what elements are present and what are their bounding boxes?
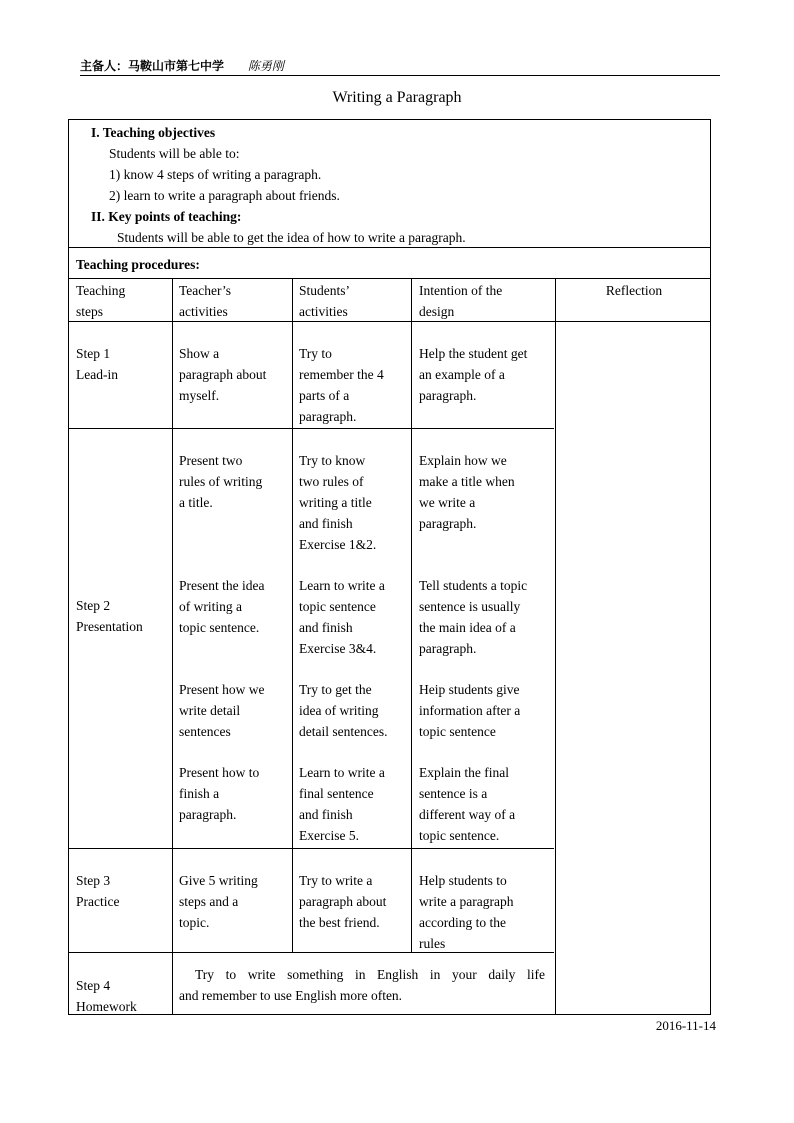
step2-block3-teacher: Present how we write detail sentences bbox=[179, 682, 265, 739]
step3-teacher: Give 5 writing steps and a topic. bbox=[179, 873, 258, 930]
step2-block2-teacher: Present the idea of writing a topic sentence. bbox=[179, 578, 265, 635]
step3-label: Step 3 Practice bbox=[76, 873, 120, 909]
col-header-reflection: Reflection bbox=[605, 283, 663, 298]
step4-label: Step 4 Homework bbox=[76, 978, 137, 1014]
step2-block1-intention: Explain how we make a title when we write a paragraph. bbox=[419, 453, 515, 531]
step2-block4-students: Learn to write a final sentence and finish Exercise 5. bbox=[299, 765, 385, 843]
step1-students: Try to remember the 4 parts of a paragraph. bbox=[299, 346, 384, 424]
rule-step1-end bbox=[69, 428, 554, 429]
step2-block2-students: Learn to write a topic sentence and finish Exercise 3&4. bbox=[299, 578, 385, 656]
key-points-heading: II. Key points of teaching: bbox=[91, 209, 242, 224]
col-divider-2 bbox=[292, 278, 293, 953]
col-header-students: Students’ activities bbox=[299, 283, 351, 319]
step1-label: Step 1 Lead-in bbox=[76, 346, 118, 382]
step3-intention: Help students to write a paragraph according to the rules bbox=[419, 873, 514, 951]
step2-block4-teacher: Present how to finish a paragraph. bbox=[179, 765, 260, 822]
document-title: Writing a Paragraph bbox=[332, 89, 462, 106]
step2-label: Step 2 Presentation bbox=[76, 598, 143, 634]
objectives-intro: Students will be able to: bbox=[109, 146, 240, 161]
step1-intention: Help the student get an example of a paragraph. bbox=[419, 346, 528, 403]
document-date: 2016-11-14 bbox=[655, 1018, 716, 1033]
col-divider-1 bbox=[172, 278, 173, 1014]
rule-procedures-end bbox=[69, 278, 710, 279]
rule-step2-end bbox=[69, 848, 554, 849]
col-divider-4 bbox=[555, 278, 556, 1014]
step2-block1-students: Try to know two rules of writing a title and finish Exercise 1&2. bbox=[299, 453, 377, 552]
step2-block2-intention: Tell students a topic sentence is usually the main idea of a paragraph. bbox=[419, 578, 528, 656]
teacher-name: 陈勇刚 bbox=[247, 59, 284, 73]
objectives-heading: I. Teaching objectives bbox=[91, 125, 216, 140]
step3-students: Try to write a paragraph about the best friend. bbox=[299, 873, 387, 930]
document-header bbox=[80, 57, 720, 76]
step2-block3-students: Try to get the idea of writing detail sentences. bbox=[299, 682, 388, 739]
step2-block3-intention: Heip students give information after a topic sentence bbox=[419, 682, 521, 739]
procedures-label: Teaching procedures: bbox=[76, 257, 200, 272]
objective-item: 1) know 4 steps of writing a paragraph. bbox=[109, 167, 322, 182]
col-header-intention: Intention of the design bbox=[419, 283, 503, 319]
step1-teacher: Show a paragraph about myself. bbox=[179, 346, 267, 403]
key-points-text: Students will be able to get the idea of how to write a paragraph. bbox=[117, 230, 466, 245]
step2-block4-intention: Explain the final sentence is a different way of a topic sentence. bbox=[419, 765, 516, 843]
lesson-plan-table bbox=[68, 119, 711, 1015]
col-header-steps: Teaching steps bbox=[76, 283, 126, 319]
step4-homework: Try to write something in English in your daily life and remember to use English more often. bbox=[179, 967, 545, 1003]
col-header-teacher: Teacher’s activities bbox=[179, 283, 232, 319]
col-divider-3 bbox=[411, 278, 412, 953]
prepared-by: 主备人：马鞍山市第七中学 bbox=[80, 59, 225, 73]
step2-block1-teacher: Present two rules of writing a title. bbox=[179, 453, 263, 510]
objective-item: 2) learn to write a paragraph about friends. bbox=[109, 188, 340, 203]
